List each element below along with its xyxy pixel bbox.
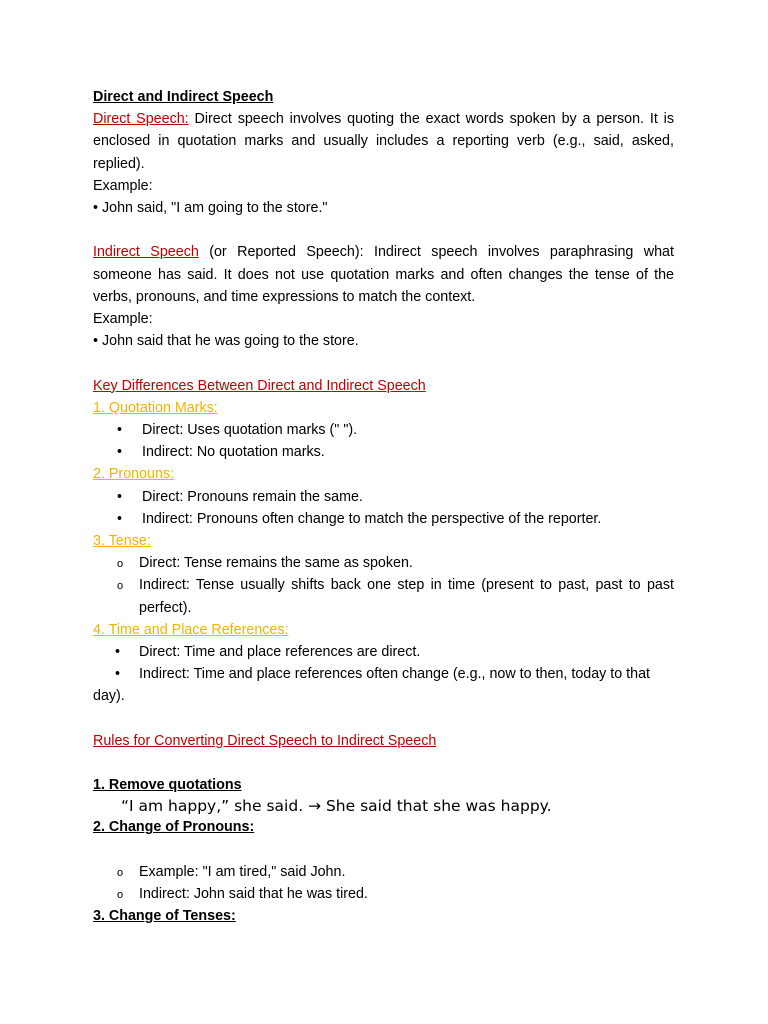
- bullet-icon: •: [117, 510, 123, 527]
- list-item: [93, 419, 674, 441]
- quotation-marks-heading: 1. Quotation Marks:: [93, 399, 218, 416]
- list-item: [93, 441, 674, 463]
- list-item-text: Direct: Pronouns remain the same.: [142, 488, 363, 505]
- tense-heading: 3. Tense:: [93, 533, 151, 550]
- list-item: [93, 552, 674, 574]
- direct-speech-paragraph: [93, 108, 674, 175]
- bullet-icon: •: [115, 644, 121, 661]
- page-title: Direct and Indirect Speech: [93, 89, 274, 105]
- list-item-text: Indirect: No quotation marks.: [142, 444, 325, 461]
- list-item: [93, 883, 674, 905]
- list-item: [93, 508, 674, 530]
- open-bullet-icon: o: [117, 580, 124, 593]
- bullet-icon: •: [115, 666, 121, 683]
- list-item-text: Indirect: Tense usually shifts back one step in time (present to past, past to past perfect).: [139, 577, 674, 616]
- blank-line: [93, 352, 674, 374]
- key-differences-heading: Key Differences Between Direct and Indirect Speech: [93, 377, 426, 394]
- rules-heading: Rules for Converting Direct Speech to Indirect Speech: [93, 732, 437, 749]
- indirect-example: • John said that he was going to the store.: [93, 333, 359, 350]
- list-item-text: Direct: Uses quotation marks (" ").: [142, 422, 358, 439]
- rule2-heading: 2. Change of Pronouns:: [93, 819, 255, 836]
- blank-line: [93, 752, 674, 774]
- list-item: [93, 486, 674, 508]
- indirect-speech-paragraph: [93, 241, 674, 308]
- open-bullet-icon: o: [117, 888, 124, 901]
- bullet-icon: •: [117, 444, 123, 461]
- direct-example: • John said, "I am going to the store.": [93, 200, 328, 217]
- list-item-text: Indirect: Pronouns often change to match the perspective of the reporter.: [142, 510, 602, 527]
- rule3-heading: 3. Change of Tenses:: [93, 908, 236, 925]
- document-body: [93, 86, 674, 927]
- blank-line: [93, 219, 674, 241]
- list-item-text: Direct: Tense remains the same as spoken.: [139, 555, 413, 572]
- list-item-text: Indirect: Time and place references often change (e.g., now to then, today to that day).: [93, 666, 651, 705]
- list-item: [93, 574, 674, 618]
- direct-speech-text: Direct speech involves quoting the exact words spoken by a person. It is enclosed in quotation marks and usually includes a reporting verb (e.g., said, asked, replied).: [93, 111, 674, 172]
- time-place-heading: 4. Time and Place References:: [93, 621, 289, 638]
- indirect-speech-text: (or Reported Speech): Indirect speech involves paraphrasing what someone has said. It does not use quotation marks and often changes the tense of the verbs, pronouns, and time expressions to match the context.: [93, 244, 674, 305]
- blank-line: [93, 708, 674, 730]
- direct-speech-label: Direct Speech:: [93, 111, 189, 128]
- rule1-heading: 1. Remove quotations: [93, 777, 242, 794]
- indirect-example-label: Example:: [93, 311, 153, 328]
- list-item-text: Example: "I am tired," said John.: [139, 863, 346, 880]
- open-bullet-icon: o: [117, 866, 124, 879]
- open-bullet-icon: o: [117, 558, 124, 571]
- list-item: [93, 861, 674, 883]
- list-item-text: Direct: Time and place references are direct.: [139, 644, 421, 661]
- direct-example-label: Example:: [93, 177, 153, 194]
- list-item: [93, 663, 674, 707]
- bullet-icon: •: [117, 422, 123, 439]
- rule1-example: “I am happy,” she said. → She said that she was happy.: [121, 797, 552, 816]
- blank-line: [93, 839, 674, 861]
- pronouns-heading: 2. Pronouns:: [93, 466, 175, 483]
- list-item-text: Indirect: John said that he was tired.: [139, 885, 368, 902]
- indirect-speech-label: Indirect Speech: [93, 244, 199, 261]
- bullet-icon: •: [117, 488, 123, 505]
- list-item: [93, 641, 674, 663]
